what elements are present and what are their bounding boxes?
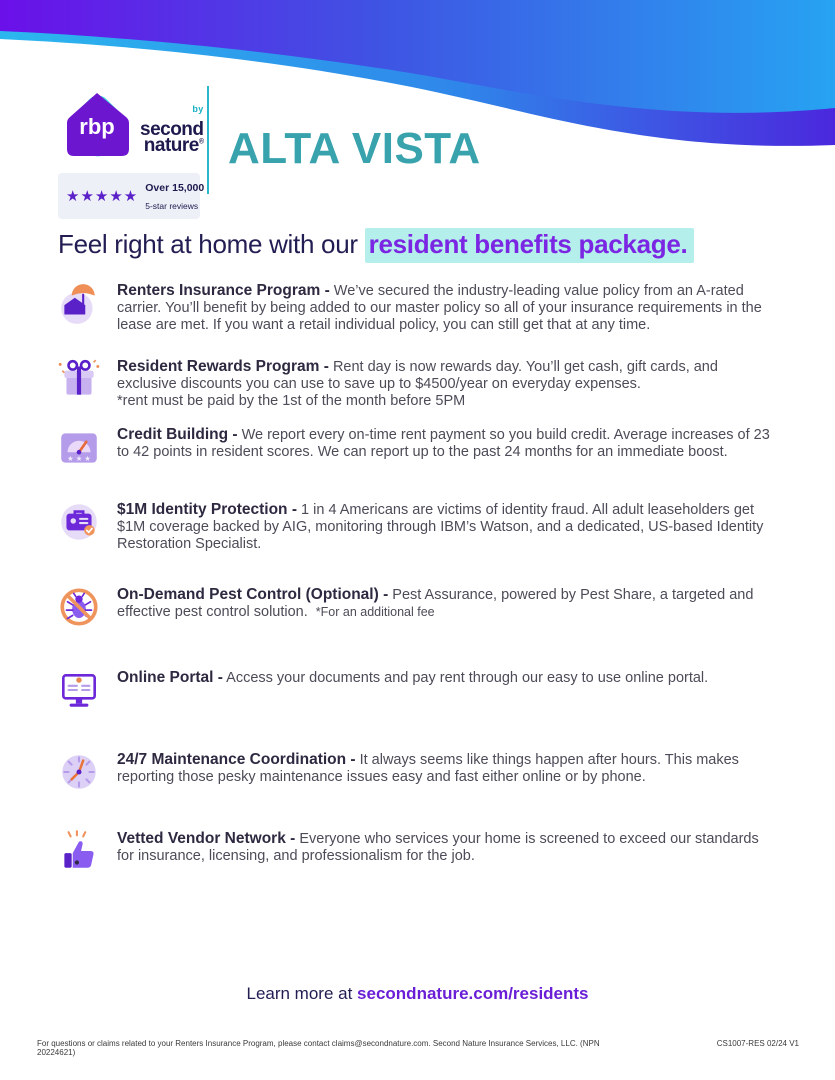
vertical-divider — [207, 86, 209, 194]
property-name: ALTA VISTA — [228, 124, 481, 173]
svg-text:★ ★ ★: ★ ★ ★ — [67, 454, 91, 464]
by-label: by — [192, 104, 204, 114]
review-subtext-label: 5-star reviews — [145, 201, 199, 211]
brand-word-second: second — [140, 119, 204, 141]
learn-more-link[interactable]: secondnature.com/residents — [357, 984, 589, 1003]
benefit-title: Resident Rewards Program - — [117, 357, 329, 375]
no-pest-icon — [56, 584, 102, 630]
benefit-title: 24/7 Maintenance Coordination - — [117, 750, 356, 768]
benefit-title: Renters Insurance Program - — [117, 282, 330, 299]
fine-print-row — [37, 1039, 799, 1057]
rbp-logo-text: rbp — [79, 114, 115, 139]
five-stars-icon: ★★★★★ — [66, 187, 139, 205]
review-badge — [58, 173, 205, 219]
gift-box-icon — [56, 356, 102, 402]
benefit-item-resident-rewards — [56, 356, 778, 411]
benefit-item-renters-insurance — [56, 280, 778, 335]
insurance-disclaimer: For questions or claims related to your Renters Insurance Program, please contact claims@secondnature.com. Second Nature Insurance Services, LLC. (NPN 20224621) — [37, 1039, 600, 1057]
page-headline — [58, 229, 833, 260]
benefit-item-maintenance — [56, 749, 778, 795]
benefit-item-vendor-network — [56, 828, 778, 874]
brand-word-nature: nature® — [143, 134, 204, 156]
benefit-title: On-Demand Pest Control (Optional) - — [117, 585, 389, 603]
benefit-body: It always seems like things happen after hours. This makes reporting those pesky maintenance issues easy and fast either online or by phone. — [117, 751, 739, 785]
credit-gauge-icon — [56, 424, 102, 470]
benefit-item-pest-control — [56, 584, 778, 630]
brand-block — [58, 86, 205, 219]
benefit-title: Online Portal - — [117, 668, 223, 686]
rbp-logo-icon — [58, 86, 136, 164]
document-code: CS1007-RES 02/24 V1 — [716, 1039, 799, 1048]
online-portal-icon — [56, 667, 102, 713]
benefit-body: Rent day is now rewards day. You’ll get cash, gift cards, and exclusive discounts you can use to save up to $4500/year on everyday expenses. — [117, 358, 718, 392]
benefit-body: 1 in 4 Americans are victims of identity fraud. All adult leaseholders get $1M coverage backed by AIG, monitoring through IBM’s Watson, and a dedicated, US-based Identity Restoration Specialist. — [117, 502, 764, 553]
learn-more-line — [0, 984, 835, 1004]
benefit-title: Credit Building - — [117, 426, 238, 443]
review-count-label: Over 15,000 — [145, 182, 205, 194]
learn-more-prefix: Learn more at — [246, 984, 358, 1003]
benefit-body: Everyone who services your home is screened to exceed our standards for insurance, licensing, and professionalism for the job. — [117, 830, 759, 864]
benefit-item-online-portal — [56, 667, 778, 713]
clock-icon — [56, 749, 102, 795]
benefit-body: Access your documents and pay rent through our easy to use online portal. — [226, 669, 709, 686]
benefit-item-identity-protection — [56, 499, 778, 554]
benefit-item-credit-building — [56, 424, 778, 470]
headline-prefix: Feel right at home with our — [58, 229, 365, 259]
benefit-note: *rent must be paid by the 1st of the month before 5PM — [117, 392, 466, 409]
benefit-fine-print: *For an additional fee — [315, 604, 435, 619]
benefit-title: $1M Identity Protection - — [117, 501, 297, 518]
benefit-body: We report every on-time rent payment so you build credit. Average increases of 23 to 42 points in resident scores. We can report up to the past 24 months for an immediate boost. — [117, 427, 770, 461]
benefits-list — [56, 280, 778, 874]
benefit-body: We’ve secured the industry-leading value policy from an A-rated carrier. You’ll benefit by being added to our master policy so all of your insurance requirements in the lease are met. If you want a retail individual policy, you can still get that at any time. — [117, 283, 762, 334]
benefit-title: Vetted Vendor Network - — [117, 829, 296, 847]
headline-highlight: resident benefits package. — [365, 228, 695, 263]
benefit-body: Pest Assurance, powered by Pest Share, a targeted and effective pest control solution. — [117, 586, 754, 620]
thumbs-up-icon — [56, 828, 102, 874]
id-card-icon — [56, 499, 102, 545]
by-second-nature-label — [140, 104, 204, 156]
umbrella-house-icon — [56, 280, 102, 326]
